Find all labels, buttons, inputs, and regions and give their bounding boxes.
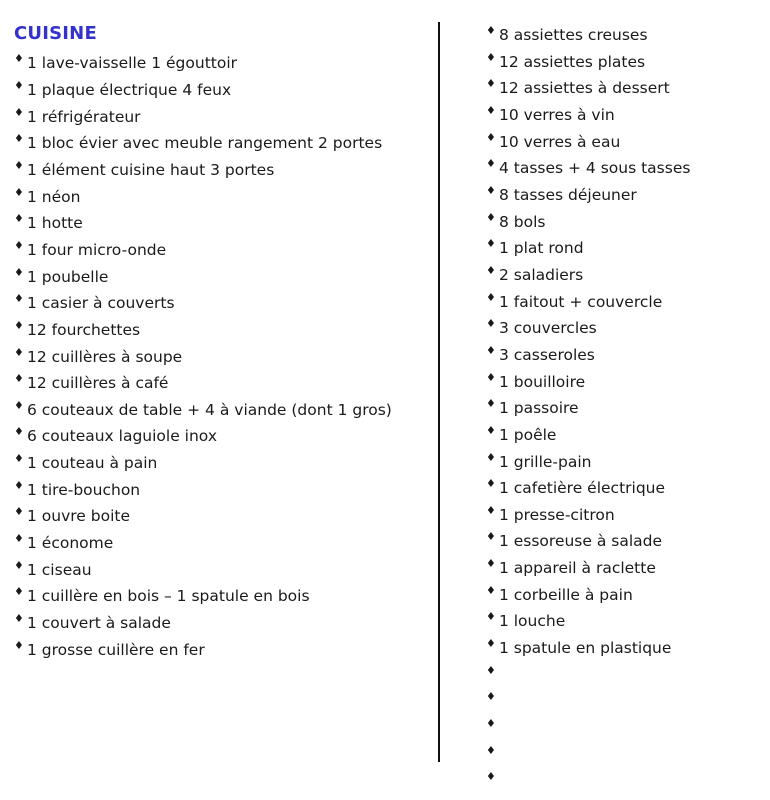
diamond-bullet-icon: ♦ bbox=[485, 503, 496, 517]
diamond-bullet-icon: ♦ bbox=[485, 610, 496, 624]
diamond-bullet-icon: ♦ bbox=[485, 743, 496, 757]
list-item-label: 12 fourchettes bbox=[27, 320, 141, 339]
diamond-bullet-icon: ♦ bbox=[485, 583, 496, 597]
list-item bbox=[14, 397, 428, 424]
diamond-bullet-icon: ♦ bbox=[485, 237, 496, 251]
kitchen-inventory-list-right bbox=[486, 22, 756, 795]
diamond-bullet-icon: ♦ bbox=[485, 157, 496, 171]
diamond-bullet-icon: ♦ bbox=[14, 212, 24, 226]
list-item bbox=[486, 768, 756, 795]
list-item-label: 1 couteau à pain bbox=[27, 454, 158, 473]
page-title: CUISINE bbox=[14, 23, 97, 44]
list-item bbox=[14, 530, 428, 557]
list-item bbox=[486, 528, 756, 555]
list-item bbox=[486, 395, 756, 422]
diamond-bullet-icon: ♦ bbox=[485, 450, 496, 464]
list-item-label: 1 néon bbox=[27, 187, 81, 206]
list-item-label: 1 presse-citron bbox=[498, 505, 615, 524]
list-item bbox=[486, 75, 756, 102]
list-item bbox=[486, 315, 756, 342]
diamond-bullet-icon: ♦ bbox=[14, 505, 24, 519]
two-column-layout bbox=[14, 22, 756, 790]
diamond-bullet-icon: ♦ bbox=[14, 425, 24, 439]
list-item bbox=[486, 262, 756, 289]
list-item bbox=[14, 583, 428, 610]
diamond-bullet-icon: ♦ bbox=[14, 185, 24, 199]
list-item-label: 6 couteaux laguiole inox bbox=[27, 427, 217, 446]
list-item-label: 12 assiettes plates bbox=[498, 52, 646, 71]
diamond-bullet-icon: ♦ bbox=[485, 317, 496, 331]
left-column bbox=[14, 22, 438, 663]
diamond-bullet-icon: ♦ bbox=[485, 50, 496, 64]
diamond-bullet-icon: ♦ bbox=[485, 557, 496, 571]
diamond-bullet-icon: ♦ bbox=[485, 663, 496, 677]
diamond-bullet-icon: ♦ bbox=[485, 24, 496, 37]
list-item-label: 1 économe bbox=[27, 534, 114, 553]
diamond-bullet-icon: ♦ bbox=[14, 532, 24, 546]
list-item bbox=[486, 209, 756, 236]
list-item bbox=[486, 502, 756, 529]
diamond-bullet-icon: ♦ bbox=[485, 423, 496, 437]
list-item-label: 1 plat rond bbox=[498, 239, 584, 258]
diamond-bullet-icon: ♦ bbox=[485, 637, 496, 651]
diamond-bullet-icon: ♦ bbox=[14, 478, 24, 492]
diamond-bullet-icon: ♦ bbox=[485, 477, 496, 491]
list-item-label: 1 ouvre boite bbox=[27, 507, 131, 526]
list-item-label: 1 corbeille à pain bbox=[498, 585, 633, 604]
list-item-label: 1 casier à couverts bbox=[27, 294, 175, 313]
diamond-bullet-icon: ♦ bbox=[485, 343, 496, 357]
list-item bbox=[486, 688, 756, 715]
list-item-label: 3 couvercles bbox=[498, 319, 597, 338]
diamond-bullet-icon: ♦ bbox=[14, 132, 24, 146]
list-item-label: 1 passoire bbox=[498, 399, 579, 418]
list-item-label: 1 faitout + couvercle bbox=[498, 292, 663, 311]
diamond-bullet-icon: ♦ bbox=[485, 103, 496, 117]
list-item-label: 12 cuillères à soupe bbox=[27, 347, 183, 366]
list-item-label: 1 four micro-onde bbox=[27, 240, 167, 259]
list-item-label: 12 assiettes à dessert bbox=[498, 79, 670, 98]
list-item bbox=[486, 422, 756, 449]
list-item bbox=[14, 157, 428, 184]
diamond-bullet-icon: ♦ bbox=[485, 183, 496, 197]
diamond-bullet-icon: ♦ bbox=[485, 210, 496, 224]
list-item-label: 1 couvert à salade bbox=[27, 614, 171, 633]
diamond-bullet-icon: ♦ bbox=[485, 263, 496, 277]
list-item bbox=[14, 77, 428, 104]
list-item-label: 1 hotte bbox=[27, 214, 83, 233]
list-item bbox=[486, 369, 756, 396]
diamond-bullet-icon: ♦ bbox=[14, 318, 24, 332]
list-item-label: 1 spatule en plastique bbox=[498, 639, 672, 658]
diamond-bullet-icon: ♦ bbox=[485, 530, 496, 544]
list-item-label: 10 verres à vin bbox=[498, 105, 615, 124]
list-item-label: 8 assiettes creuses bbox=[498, 26, 648, 44]
list-item-label: 1 ciseau bbox=[27, 560, 92, 579]
diamond-bullet-icon: ♦ bbox=[14, 265, 24, 279]
list-item bbox=[486, 102, 756, 129]
diamond-bullet-icon: ♦ bbox=[485, 77, 496, 91]
diamond-bullet-icon: ♦ bbox=[14, 558, 24, 572]
right-column bbox=[440, 22, 756, 795]
diamond-bullet-icon: ♦ bbox=[485, 290, 496, 304]
list-item bbox=[14, 237, 428, 264]
list-item bbox=[14, 344, 428, 371]
list-item-label: 1 appareil à raclette bbox=[498, 559, 656, 578]
list-item bbox=[14, 290, 428, 317]
list-item-label: 1 poêle bbox=[498, 425, 557, 444]
list-item-label: 1 essoreuse à salade bbox=[498, 532, 663, 551]
list-item-label: 1 cuillère en bois – 1 spatule en bois bbox=[27, 587, 310, 606]
list-item bbox=[486, 715, 756, 742]
list-item-label: 12 cuillères à café bbox=[27, 374, 169, 393]
diamond-bullet-icon: ♦ bbox=[14, 292, 24, 306]
diamond-bullet-icon: ♦ bbox=[14, 372, 24, 386]
list-item bbox=[14, 104, 428, 131]
list-item bbox=[14, 477, 428, 504]
diamond-bullet-icon: ♦ bbox=[14, 452, 24, 466]
list-item bbox=[486, 582, 756, 609]
list-item bbox=[14, 450, 428, 477]
list-item bbox=[486, 475, 756, 502]
list-item-label: 1 réfrigérateur bbox=[27, 107, 141, 126]
list-item bbox=[486, 22, 756, 49]
list-item bbox=[486, 235, 756, 262]
list-item bbox=[486, 608, 756, 635]
list-item-label: 1 bouilloire bbox=[498, 372, 586, 391]
diamond-bullet-icon: ♦ bbox=[14, 158, 24, 172]
list-item bbox=[486, 449, 756, 476]
diamond-bullet-icon: ♦ bbox=[14, 612, 24, 626]
list-item bbox=[14, 637, 428, 664]
list-item-label: 1 poubelle bbox=[27, 267, 109, 286]
list-item-label: 1 louche bbox=[498, 612, 566, 631]
diamond-bullet-icon: ♦ bbox=[14, 78, 24, 92]
list-item bbox=[486, 289, 756, 316]
list-item bbox=[14, 557, 428, 584]
list-item-label: 2 saladiers bbox=[498, 265, 584, 284]
list-item bbox=[14, 130, 428, 157]
list-item bbox=[14, 184, 428, 211]
list-item bbox=[486, 129, 756, 156]
diamond-bullet-icon: ♦ bbox=[14, 585, 24, 599]
list-item-label: 8 tasses déjeuner bbox=[498, 185, 637, 204]
list-item-label: 6 couteaux de table + 4 à viande (dont 1 gros) bbox=[27, 400, 392, 419]
diamond-bullet-icon: ♦ bbox=[485, 770, 496, 784]
list-item-label: 1 cafetière électrique bbox=[498, 479, 666, 498]
list-item bbox=[14, 210, 428, 237]
diamond-bullet-icon: ♦ bbox=[14, 105, 24, 119]
list-item bbox=[486, 742, 756, 769]
list-item-label: 1 plaque électrique 4 feux bbox=[27, 80, 232, 99]
list-item bbox=[14, 423, 428, 450]
list-item-label: 4 tasses + 4 sous tasses bbox=[498, 159, 691, 178]
diamond-bullet-icon: ♦ bbox=[14, 238, 24, 252]
list-item-label: 1 bloc évier avec meuble rangement 2 portes bbox=[27, 134, 383, 153]
list-item-label: 1 grosse cuillère en fer bbox=[27, 640, 205, 659]
diamond-bullet-icon: ♦ bbox=[485, 397, 496, 411]
list-item-label: 3 casseroles bbox=[498, 345, 595, 364]
list-item bbox=[486, 555, 756, 582]
list-item bbox=[486, 49, 756, 76]
list-item bbox=[486, 182, 756, 209]
list-item-label: 1 tire-bouchon bbox=[27, 480, 141, 499]
list-item-label: 8 bols bbox=[498, 212, 546, 231]
list-item bbox=[14, 610, 428, 637]
diamond-bullet-icon: ♦ bbox=[14, 398, 24, 412]
list-item-label: 1 élément cuisine haut 3 portes bbox=[27, 160, 275, 179]
list-item bbox=[14, 503, 428, 530]
list-item bbox=[486, 662, 756, 689]
diamond-bullet-icon: ♦ bbox=[14, 638, 24, 652]
list-item-label: 1 lave-vaisselle 1 égouttoir bbox=[27, 54, 238, 73]
list-item bbox=[14, 264, 428, 291]
list-item-label: 10 verres à eau bbox=[498, 132, 621, 151]
list-item bbox=[486, 635, 756, 662]
diamond-bullet-icon: ♦ bbox=[485, 370, 496, 384]
list-item bbox=[14, 370, 428, 397]
list-item bbox=[486, 155, 756, 182]
diamond-bullet-icon: ♦ bbox=[14, 345, 24, 359]
list-item bbox=[14, 317, 428, 344]
list-item bbox=[486, 342, 756, 369]
kitchen-inventory-list-left bbox=[14, 50, 428, 663]
diamond-bullet-icon: ♦ bbox=[485, 130, 496, 144]
diamond-bullet-icon: ♦ bbox=[485, 690, 496, 704]
diamond-bullet-icon: ♦ bbox=[485, 716, 496, 730]
list-item-label: 1 grille-pain bbox=[498, 452, 592, 471]
diamond-bullet-icon: ♦ bbox=[14, 52, 24, 66]
list-item bbox=[14, 50, 428, 77]
